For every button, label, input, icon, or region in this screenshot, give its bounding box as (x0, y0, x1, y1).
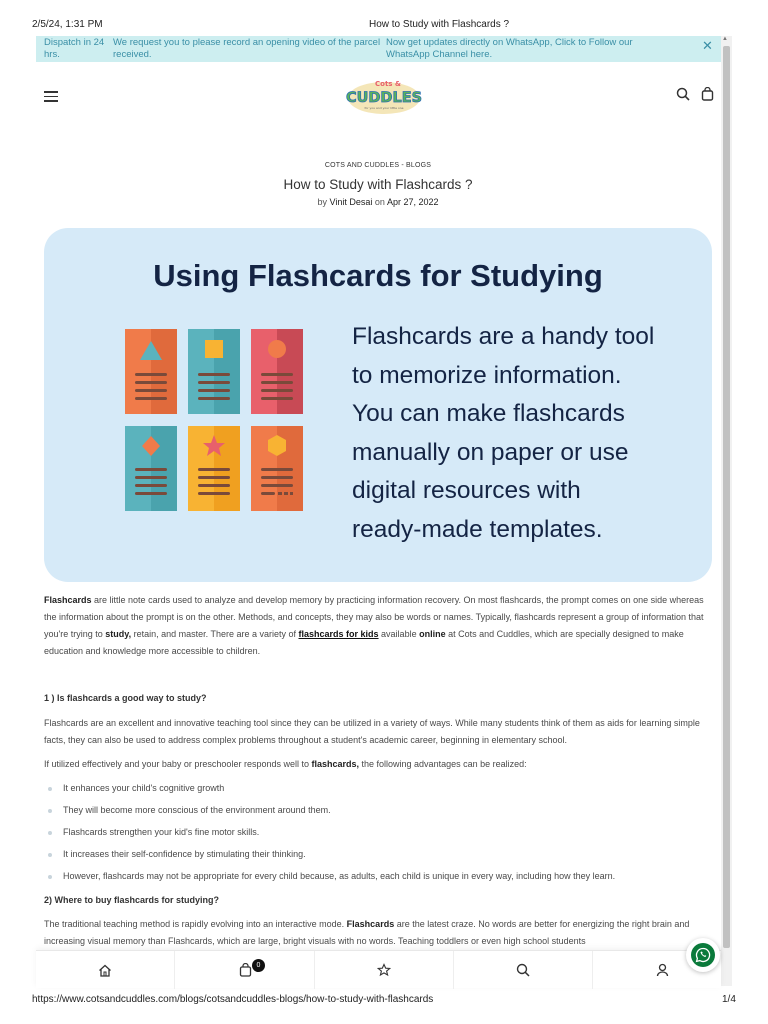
flashcard-circle-icon (251, 329, 303, 414)
flashcard-diamond-icon (125, 426, 177, 511)
logo-top-text: Cots & (375, 80, 402, 88)
intro-text: available (378, 629, 420, 639)
hero-line: digital resources with (352, 477, 581, 504)
byline (0, 197, 756, 207)
list-item: They will become more conscious of the environment around them. (44, 799, 712, 821)
flashcard-square-icon (188, 329, 240, 414)
announcement-dispatch: Dispatch in 24 hrs. (44, 37, 105, 60)
bag-icon[interactable] (701, 87, 714, 106)
cart-icon[interactable] (176, 951, 315, 989)
print-title: How to Study with Flashcards ? (369, 19, 510, 30)
section-heading-2: 2) Where to buy flashcards for studying? (44, 895, 220, 905)
flashcard-star-icon (188, 426, 240, 511)
list-item: It enhances your child's cognitive growth (44, 777, 712, 799)
paragraph-3 (44, 916, 712, 950)
bottom-nav (36, 950, 721, 988)
paragraph-2 (44, 756, 712, 773)
logo-main-text: CUDDLES (346, 90, 422, 106)
p3-bold: Flashcards (346, 919, 395, 929)
p2-text: If utilized effectively and your baby or preschooler responds well to (44, 759, 312, 769)
scroll-up-arrow-icon[interactable]: ▲ (722, 36, 728, 42)
page-title: How to Study with Flashcards ? (283, 177, 473, 192)
announcement-bar (36, 36, 721, 62)
post-date: Apr 27, 2022 (386, 197, 439, 207)
logo-tagline: for you and your little one (364, 106, 404, 110)
flashcard-hexagon-icon (251, 426, 303, 511)
close-icon[interactable]: ✕ (702, 38, 713, 53)
section-heading-1: 1 ) Is flashcards a good way to study? (44, 693, 207, 703)
hero-body-text (352, 318, 702, 549)
list-item: It increases their self-confidence by stimulating their thinking. (44, 843, 712, 865)
print-datetime: 2/5/24, 1:31 PM (32, 19, 103, 30)
p3-text: The traditional teaching method is rapidly evolving into an interactive mode. (44, 919, 347, 929)
whatsapp-button[interactable] (686, 938, 720, 972)
home-icon[interactable] (36, 951, 175, 989)
intro-bold-online: online (419, 629, 446, 639)
whatsapp-icon (690, 942, 716, 968)
paragraph-1: Flashcards are an excellent and innovative teaching tool since they can be utilized in a variety of ways. While many students think of them as aids for learning simple facts, they can also be used to address complex problems throughout a student's academic career, beginning in elementary school. (44, 718, 700, 745)
intro-bold-study: study, (105, 629, 132, 639)
search-icon[interactable] (676, 87, 690, 106)
site-header (36, 64, 721, 134)
benefits-list (44, 777, 712, 887)
announcement-whatsapp-link[interactable]: Now get updates directly on WhatsApp, Click to Follow our WhatsApp Channel here. (386, 37, 633, 60)
byline-on: on (374, 197, 385, 207)
intro-text: retain, and master. There are a variety of (131, 629, 299, 639)
hero-line: Flashcards are a handy tool (352, 323, 655, 350)
wishlist-icon[interactable] (315, 951, 454, 989)
print-page-number: 1/4 (722, 994, 736, 1005)
logo[interactable] (346, 76, 422, 116)
hero-image (44, 228, 712, 582)
intro-bold-flashcards: Flashcards (44, 595, 92, 605)
cart-count-badge: 0 (252, 959, 265, 972)
hero-line: manually on paper or use (352, 438, 629, 466)
hero-heading: Using Flashcards for Studying (153, 258, 603, 293)
hero-line: to memorize information. (352, 361, 622, 389)
announcement-video: We request you to please record an opening video of the parcel received. (113, 37, 381, 60)
author-name: Vinit Desai (329, 197, 373, 207)
hero-line: You can make flashcards (352, 400, 625, 427)
p3-text: are the latest craze. No words are better for energizing the right brain and increasing visual memory than Flashcards, which are large, bright visuals with no words. Teaching toddlers or even high school students (44, 919, 690, 946)
print-url: https://www.cotsandcuddles.com/blogs/cotsandcuddles-blogs/how-to-study-with-flashcards (32, 994, 434, 1005)
p2-bold: flashcards, (311, 759, 360, 769)
menu-icon[interactable] (44, 91, 58, 102)
blog-category-kicker[interactable]: COTS AND CUDDLES - BLOGS (324, 162, 432, 169)
flashcards-for-kids-link[interactable]: flashcards for kids (298, 629, 379, 639)
list-item: However, flashcards may not be appropriate for every child because, as adults, each child is unique in every way, including how they learn. (44, 865, 712, 887)
hero-line: ready-made templates. (352, 515, 603, 543)
print-header (0, 0, 768, 34)
flashcard-triangle-icon (125, 329, 177, 414)
byline-by: by (317, 197, 328, 207)
intro-text: are little note cards used to analyze and develop memory by practicing information recovery. On most flashcards, the prompt comes on one side whereas the information about the prompt is on the other. Methods, and concepts, they may also be words or names. Typically, flashcards represent a group of information that you're trying to (44, 595, 704, 639)
list-item: Flashcards strengthen your kid's fine motor skills. (44, 821, 712, 843)
intro-paragraph (44, 592, 712, 660)
search-icon[interactable] (454, 951, 593, 989)
p2-text: the following advantages can be realized: (359, 759, 527, 769)
intro-text: at Cots and Cuddles, which are specially designed to make education and knowledge more accessible to children. (44, 629, 684, 656)
